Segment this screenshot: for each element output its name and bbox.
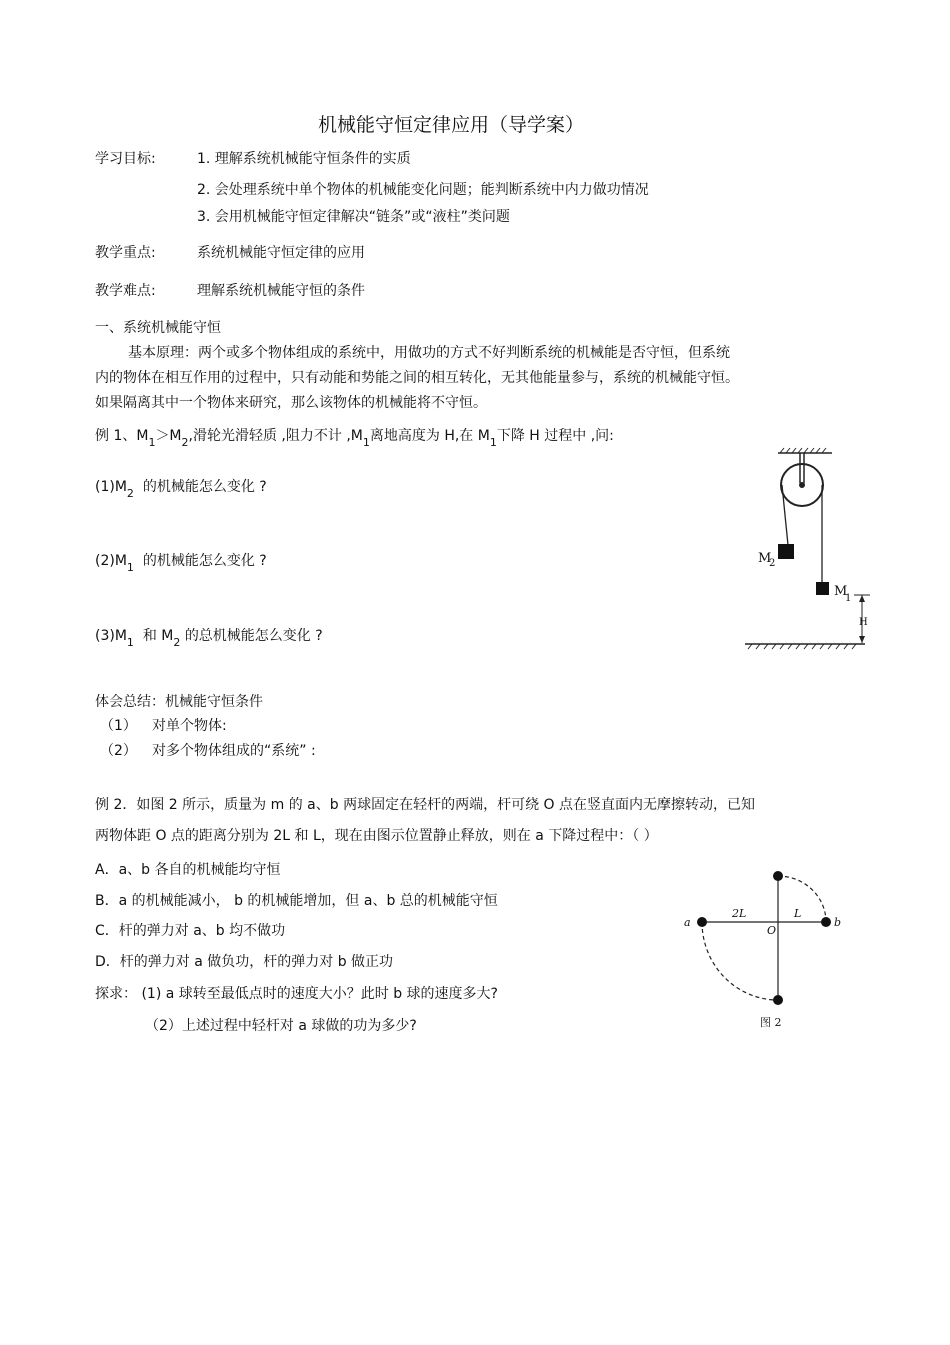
principle-line-1: 基本原理：两个或多个物体组成的系统中，用做功的方式不好判断系统的机械能是否守恒，但系统 xyxy=(128,345,730,361)
figure-caption: 图 2 xyxy=(760,1016,782,1029)
focus-text: 系统机械能守恒定律的应用 xyxy=(197,245,365,261)
label-o: O xyxy=(767,924,777,937)
ball-b xyxy=(821,917,831,927)
section1-heading: 一、系统机械能守恒 xyxy=(95,320,221,336)
ball-a-bottom xyxy=(773,995,783,1005)
label-a: a xyxy=(684,916,691,929)
objectives-label: 学习目标: xyxy=(95,151,156,167)
mass-m1-block xyxy=(816,582,829,595)
difficulty-label: 教学难点: xyxy=(95,283,156,299)
principle-line-2: 内的物体在相互作用的过程中，只有动能和势能之间的相互转化，无其他能量参与，系统的机械能守恒。 xyxy=(95,370,739,386)
example1-statement: 例 1、$M_1>M_2$,滑轮光滑轻质 ,阻力不计 $,M_1$离地高度为 H,在 $M_1$下降 H 过程中 ,问: xyxy=(95,428,614,449)
option-c: C．杆的弹力对 a、b 均不做功 xyxy=(95,923,286,939)
objective-item-1: 1. 理解系统机械能守恒条件的实质 xyxy=(197,151,411,167)
example1-question-3: $(3)M_1$ 和 $M_2$ 的总机械能怎么变化 ? xyxy=(95,628,323,649)
explore-question-2: （2）上述过程中轻杆对 a 球做的功为多少? xyxy=(145,1018,417,1034)
m1-sub: 1 xyxy=(845,593,852,604)
example1-question-1: $(1)M_2$ 的机械能怎么变化 ? xyxy=(95,479,267,500)
principle-line-3: 如果隔离其中一个物体来研究，那么该物体的机械能将不守恒。 xyxy=(95,395,487,411)
h-label: H xyxy=(859,617,868,628)
summary-item-2-number: （2） xyxy=(100,743,137,759)
ball-a xyxy=(697,917,707,927)
summary-heading: 体会总结：机械能守恒条件 xyxy=(95,694,263,710)
option-b: B．a 的机械能减小， b 的机械能增加，但 a、b 总的机械能守恒 xyxy=(95,893,498,909)
page-title: 机械能守恒定律应用（导学案） xyxy=(318,114,585,136)
example1-question-2: $(2)M_1$ 的机械能怎么变化 ? xyxy=(95,553,267,574)
ball-b-top xyxy=(773,871,783,881)
m2-label: M xyxy=(758,551,772,566)
summary-item-2: 对多个物体组成的“系统” : xyxy=(152,743,316,759)
objective-item-2: 2. 会处理系统中单个物体的机械能变化问题；能判断系统中内力做功情况 xyxy=(197,182,649,198)
mass-m2-block xyxy=(778,544,794,559)
summary-item-1: 对单个物体: xyxy=(152,718,227,734)
objective-item-3: 3. 会用机械能守恒定律解决“链条”或“液柱”类问题 xyxy=(197,209,510,225)
m2-sub: 2 xyxy=(769,558,776,569)
option-d: D．杆的弹力对 a 做负功，杆的弹力对 b 做正功 xyxy=(95,954,394,970)
m1-label: M xyxy=(834,584,848,599)
focus-label: 教学重点: xyxy=(95,245,156,261)
difficulty-text: 理解系统机械能守恒的条件 xyxy=(197,283,365,299)
summary-item-1-number: （1） xyxy=(100,718,137,734)
example2-line-2: 两物体距 O 点的距离分别为 2L 和 L，现在由图示位置静止释放，则在 a 下降过程中：（ ） xyxy=(95,828,658,844)
explore-question-1: 探求： (1) a 球转至最低点时的速度大小？此时 b 球的速度多大? xyxy=(95,986,498,1002)
rod-figure xyxy=(680,862,855,1037)
label-l: L xyxy=(794,907,802,920)
label-b: b xyxy=(834,916,842,929)
label-2l: 2L xyxy=(732,907,747,920)
pulley-figure xyxy=(740,445,870,655)
option-a: A．a、b 各自的机械能均守恒 xyxy=(95,862,281,878)
example2-line-1: 例 2．如图 2 所示，质量为 m 的 a、b 两球固定在轻杆的两端，杆可绕 O 点在竖直面内无摩擦转动，已知 xyxy=(95,797,755,813)
